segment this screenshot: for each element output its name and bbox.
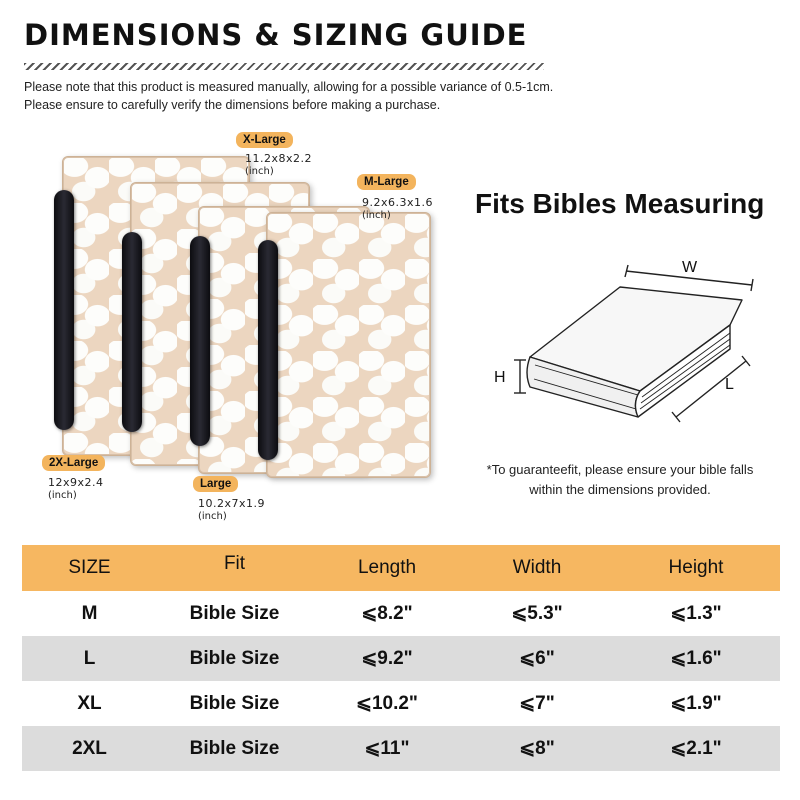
- handle-x-large: [122, 232, 142, 432]
- size-unit-large: (inch): [198, 511, 227, 522]
- cell-height: ⩽1.3": [670, 603, 722, 624]
- handle-m-large: [258, 240, 278, 460]
- table-row: [22, 726, 780, 771]
- cell-length: ⩽9.2": [361, 648, 413, 669]
- fits-title: Fits Bibles Measuring: [475, 188, 765, 219]
- product-image: [40, 134, 460, 522]
- cover-m-large: [266, 212, 431, 478]
- cell-height: ⩽2.1": [670, 738, 722, 759]
- cell-size: L: [83, 647, 96, 669]
- size-tag-2x-large: 2X-Large: [42, 455, 105, 471]
- size-tag-x-large: X-Large: [236, 132, 293, 148]
- cell-width: ⩽6": [519, 648, 555, 669]
- cell-fit: Bible Size: [189, 737, 280, 759]
- size-dims-2x-large: 12x9x2.4: [48, 476, 104, 489]
- cell-size: M: [81, 602, 98, 624]
- verify-note: Please ensure to carefully verify the dimensions before making a purchase.: [24, 98, 441, 112]
- table-header: [22, 545, 780, 591]
- book-diagram: [480, 245, 770, 425]
- size-tag-m-large: M-Large: [357, 174, 416, 190]
- header-length: Length: [357, 557, 417, 578]
- cell-fit: Bible Size: [189, 692, 280, 714]
- cell-width: ⩽7": [519, 693, 555, 714]
- cell-height: ⩽1.9": [670, 693, 722, 714]
- size-unit-x-large: (inch): [245, 166, 274, 177]
- book-icon: [527, 287, 742, 417]
- cell-fit: Bible Size: [189, 602, 280, 624]
- height-label: H: [494, 369, 506, 386]
- header-fit: Fit: [223, 553, 246, 574]
- table-row: [22, 636, 780, 681]
- cell-height: ⩽1.6": [670, 648, 722, 669]
- handle-large: [190, 236, 210, 446]
- header-width: Width: [512, 557, 562, 578]
- table-row: [22, 681, 780, 726]
- cell-length: ⩽10.2": [356, 693, 418, 714]
- size-table: [22, 545, 780, 771]
- width-label: W: [682, 259, 698, 276]
- title-divider: [24, 63, 544, 70]
- cell-width: ⩽5.3": [511, 603, 563, 624]
- length-label: L: [725, 376, 734, 393]
- cell-fit: Bible Size: [189, 647, 280, 669]
- cell-size: 2XL: [72, 737, 107, 759]
- size-unit-m-large: (inch): [362, 210, 391, 221]
- size-dims-large: 10.2x7x1.9: [198, 497, 266, 510]
- header-size: SIZE: [68, 557, 111, 578]
- header-height: Height: [668, 557, 724, 578]
- table-row: [22, 591, 780, 636]
- handle-2x-large: [54, 190, 74, 430]
- guarantee-note-line2: within the dimensions provided.: [529, 482, 711, 497]
- page-title: DIMENSIONS & SIZING GUIDE: [24, 18, 528, 52]
- height-dimension: [514, 360, 526, 393]
- guarantee-note-line1: *To guaranteefit, please ensure your bible falls: [486, 462, 754, 477]
- cell-size: XL: [77, 692, 102, 714]
- size-dims-m-large: 9.2x6.3x1.6: [362, 196, 434, 209]
- size-unit-2x-large: (inch): [48, 490, 77, 501]
- cell-width: ⩽8": [519, 738, 555, 759]
- measurement-note: Please note that this product is measured manually, allowing for a possible variance of 0.5-1cm.: [24, 80, 554, 94]
- cell-length: ⩽8.2": [361, 603, 413, 624]
- size-dims-x-large: 11.2x8x2.2: [245, 152, 313, 165]
- size-tag-large: Large: [193, 476, 238, 492]
- cell-length: ⩽11": [364, 738, 410, 759]
